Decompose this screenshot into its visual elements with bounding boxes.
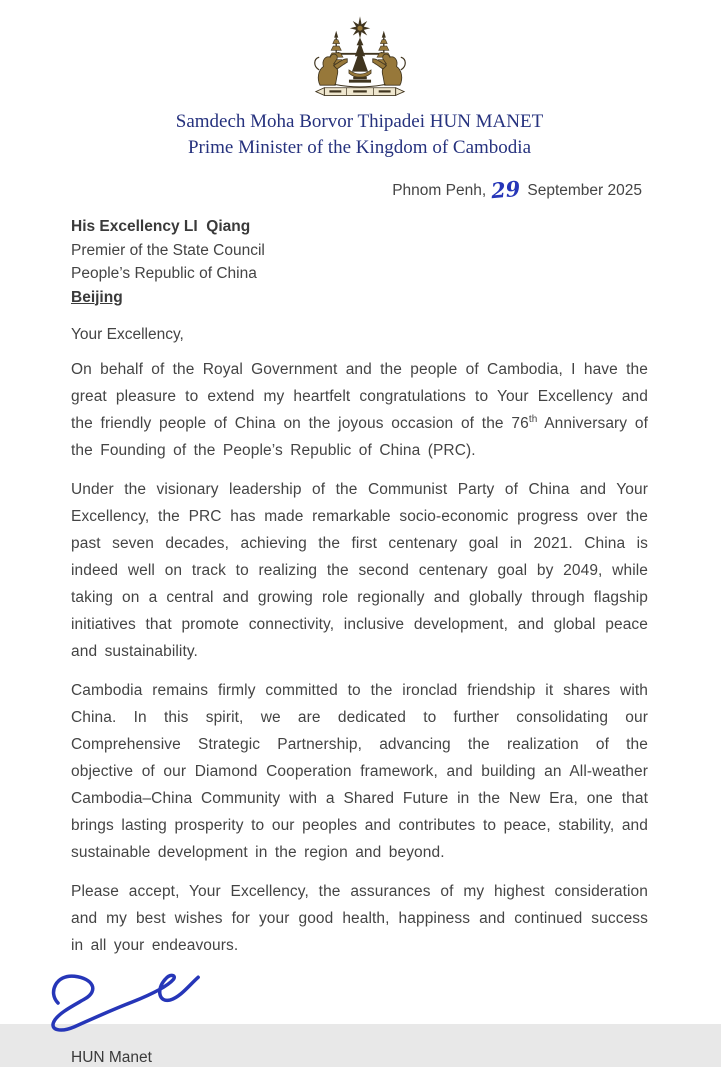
signature-stroke bbox=[53, 975, 198, 1030]
recipient-city: Beijing bbox=[71, 288, 123, 306]
body-paragraph-1 bbox=[71, 356, 648, 464]
body-paragraph-4: Please accept, Your Excellency, the assurances of my highest consideration and my best wishes for your good health, happiness and continued success in all your endeavours. bbox=[71, 883, 648, 954]
signer-name: HUN Manet bbox=[71, 1049, 152, 1066]
letterhead-emblem bbox=[71, 14, 648, 107]
recipient-name: His Excellency LI Qiang bbox=[71, 218, 251, 235]
salutation: Your Excellency, bbox=[71, 326, 184, 343]
letterhead-name: Samdech Moha Borvor Thipadei HUN MANET bbox=[175, 111, 544, 132]
recipient-block bbox=[71, 215, 648, 309]
recipient-title: Premier of the State Council bbox=[71, 241, 265, 259]
paragraph-text: On behalf of the Royal Government and the people of Cambodia, I have the great pleasure to extend my heartfelt congratulations to Your Excellency and the friendly people of China on the joyous occasion of the 76 bbox=[71, 361, 648, 432]
dateline-place: Phnom Penh, bbox=[392, 182, 487, 199]
body-paragraph-2: Under the visionary leadership of the Communist Party of China and Your Excellency, the PRC has made remarkable socio-economic progress over the past seven decades, achieving the first centenary goal in 2021. China is indeed well on track to realizing the second centenary goal by 2049, while taking on a central and growing role regionally and globally through flagship initiatives that promote connectivity, inclusive development, and global peace and sustainability. bbox=[71, 481, 648, 660]
letterhead bbox=[71, 109, 648, 161]
body-paragraph-3: Cambodia remains firmly committed to the ironclad friendship it shares with China. In this spirit, we are dedicated to further consolidating our Comprehensive Strategic Partnership, advancing the realization of the objective of our Diamond Cooperation framework, and building an All-weather Cambodia–China Community with a Shared Future in the New Era, one that brings lasting prosperity to our peoples and contributes to peace, stability, and sustainable development in the region and beyond. bbox=[71, 682, 648, 861]
paragraph-text: Anniversary of the Founding of the People’s Republic of China (PRC). bbox=[71, 415, 648, 459]
letterhead-title: Prime Minister of the Kingdom of Cambodia bbox=[187, 137, 531, 158]
signature-block bbox=[45, 968, 648, 1067]
recipient-country: People’s Republic of China bbox=[71, 265, 257, 282]
signature-ink bbox=[45, 968, 205, 1036]
handwritten-day: 29 bbox=[490, 175, 522, 204]
dateline bbox=[71, 177, 648, 207]
ordinal-superscript: th bbox=[528, 413, 538, 425]
cambodia-royal-arms-icon bbox=[309, 14, 411, 102]
dateline-rest: September 2025 bbox=[527, 182, 642, 199]
